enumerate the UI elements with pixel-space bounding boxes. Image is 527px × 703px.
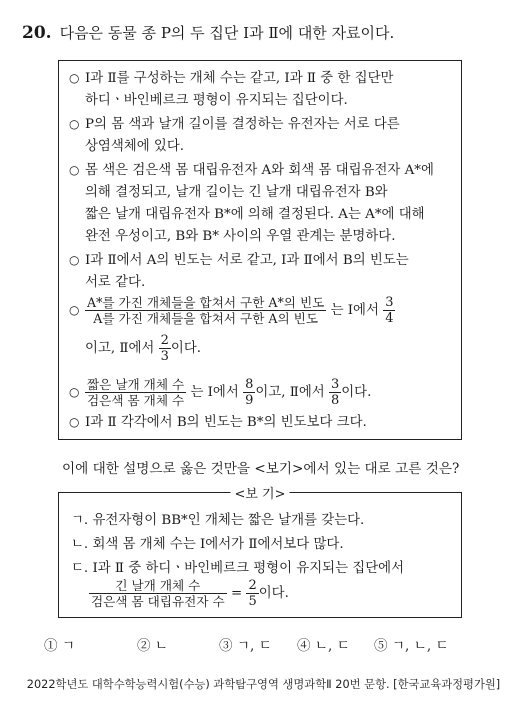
question-prompt: 이에 대한 설명으로 옳은 것만을 <보기>에서 있는 대로 고른 것은? xyxy=(62,461,460,477)
value-fraction-I: $\frac{8}{9}$ xyxy=(245,377,254,408)
choice-3[interactable]: ③ ㄱ, ㄷ xyxy=(219,638,272,654)
bogi-title: <보 기> xyxy=(230,483,289,502)
data-item-1: ○ Ⅰ과 Ⅱ를 구성하는 개체 수는 같고, Ⅰ과 Ⅱ 중 한 집단만 하디ㆍ바인베르크 평형이 유지되는 집단이다. xyxy=(69,67,393,112)
phenotype-ratio-fraction: $\frac{\text{짧은 날개 개체 수}}{\text{검은색 몸 개체 수}}$ xyxy=(87,377,185,408)
wing-to-allele-ratio-fraction: $\frac{\text{긴 날개 개체 수}}{\text{검은색 몸 대립유전자 수}}$ xyxy=(91,578,225,609)
choice-2[interactable]: ② ㄴ xyxy=(137,638,169,654)
bullet-icon: ○ xyxy=(69,253,80,267)
data-item-3: ○ 몸 색은 검은색 몸 대립유전자 A와 회색 몸 대립유전자 A*에 의해 결정되고, 날개 길이는 긴 날개 대립유전자 B와 짧은 날개 대립유전자 B*에 의해 결정된다. A는 A*에 대해 완전 우성이고, B와 B* 사이의 우열 관계는 분명하다. xyxy=(69,159,434,248)
data-item-4: ○ Ⅰ과 Ⅱ에서 A의 빈도는 서로 같고, Ⅰ과 Ⅱ에서 B의 빈도는 서로 같다. xyxy=(69,249,409,294)
value-fraction: $\frac{2}{5}$ xyxy=(248,578,257,609)
bogi-item-a: ㄱ. 유전자형이 BB*인 개체는 짧은 날개를 갖는다. xyxy=(71,513,365,528)
bogi-box xyxy=(58,487,462,618)
bullet-icon: ○ xyxy=(69,385,80,399)
choice-4[interactable]: ④ ㄴ, ㄷ xyxy=(297,638,350,654)
allele-frequency-ratio-fraction: $\frac{\text{A*를 가진 개체들을 합쳐서 구한 A*의 빈도}}{\text{A를 가진 개체들을 합쳐서 구한 A의 빈도}}$ xyxy=(87,295,325,326)
bullet-icon: ○ xyxy=(69,303,80,317)
choice-5[interactable]: ⑤ ㄱ, ㄴ, ㄷ xyxy=(374,638,449,654)
choice-1[interactable]: ① ㄱ xyxy=(44,638,76,654)
bullet-icon: ○ xyxy=(69,415,80,429)
question-header xyxy=(22,22,394,43)
data-item-5: ○ $\frac{\text{A*를 가진 개체들을 합쳐서 구한 A*의 빈도}}{\text{A를 가진 개체들을 합쳐서 구한 A의 빈도}}$ 는 Ⅰ에서 $\frac{3}{4}$ 이고, Ⅱ에서 $\frac{2}{3}$ 이다. xyxy=(69,295,394,364)
bullet-icon: ○ xyxy=(69,117,80,131)
value-fraction-I: $\frac{3}{4}$ xyxy=(385,295,394,326)
data-item-7: ○ Ⅰ과 Ⅱ 각각에서 B의 빈도는 B*의 빈도보다 크다. xyxy=(69,411,367,434)
value-fraction-II: $\frac{2}{3}$ xyxy=(160,333,169,364)
data-item-2: ○ P의 몸 색과 날개 길이를 결정하는 유전자는 서로 다른 상염색체에 있다. xyxy=(69,113,400,158)
data-item-6: ○ $\frac{\text{짧은 날개 개체 수}}{\text{검은색 몸 개체 수}}$ 는 Ⅰ에서 $\frac{8}{9}$ 이고, Ⅱ에서 $\frac{3}{8}$ 이다. xyxy=(69,377,372,408)
value-fraction-II: $\frac{3}{8}$ xyxy=(330,377,340,408)
source-caption: 2022학년도 대학수학능력시험(수능) 과학탐구영역 생명과학Ⅱ 20번 문항. [한국교육과정평가원] xyxy=(26,678,501,691)
data-box xyxy=(58,60,462,440)
question-number: 20. xyxy=(22,23,52,43)
bogi-item-b: ㄴ. 회색 몸 개체 수는 Ⅰ에서가 Ⅱ에서보다 많다. xyxy=(71,537,344,552)
bogi-item-c: ㄷ. Ⅰ과 Ⅱ 중 하디ㆍ바인베르크 평형이 유지되는 집단에서 xyxy=(71,561,405,576)
question-text: 다음은 동물 종 P의 두 집단 Ⅰ과 Ⅱ에 대한 자료이다. xyxy=(59,24,395,42)
bullet-icon: ○ xyxy=(69,71,80,85)
bogi-item-c-fraction: $\frac{\text{긴 날개 개체 수}}{\text{검은색 몸 대립유전자 수}}$ = $\frac{2}{5}$ 이다. xyxy=(91,578,289,609)
bullet-icon: ○ xyxy=(69,163,80,177)
answer-choices xyxy=(0,634,527,654)
